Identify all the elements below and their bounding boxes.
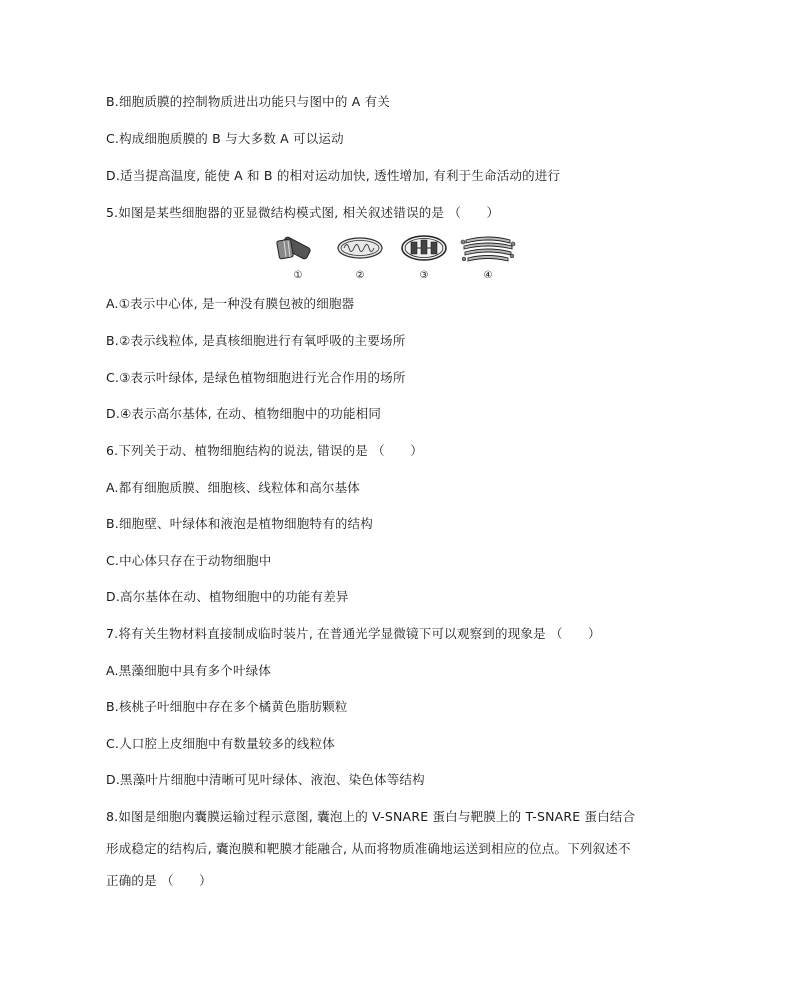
q4-option-d: D.适当提高温度, 能使 A 和 B 的相对运动加快, 透性增加, 有利于生命活动的进行 (106, 168, 561, 183)
q5-option-d: D.④表示高尔基体, 在动、植物细胞中的功能相同 (106, 406, 382, 421)
q7-option-d: D.黑藻叶片细胞中清晰可见叶绿体、液泡、染色体等结构 (106, 772, 425, 787)
mitochondrion-figure (332, 232, 388, 288)
q6-option-c: C.中心体只存在于动物细胞中 (106, 553, 272, 568)
figure-label-4: ④ (483, 270, 493, 281)
figure-label-2: ② (355, 270, 365, 281)
figure-label-3: ③ (419, 270, 429, 281)
chloroplast-icon (396, 232, 452, 272)
q6-option-a: A.都有细胞质膜、细胞核、线粒体和高尔基体 (106, 480, 361, 495)
q7-option-c: C.人口腔上皮细胞中有数量较多的线粒体 (106, 736, 336, 751)
q8-stem-line-1: 8.如图是细胞内囊膜运输过程示意图, 囊泡上的 V-SNARE 蛋白与靶膜上的 T-SNARE 蛋白结合 (106, 809, 636, 824)
q7-option-a: A.黑藻细胞中具有多个叶绿体 (106, 663, 272, 678)
centrosome-icon (270, 232, 326, 272)
mitochondrion-icon (332, 232, 388, 272)
golgi-figure (460, 232, 516, 288)
q5-option-b: B.②表示线粒体, 是真核细胞进行有氧呼吸的主要场所 (106, 333, 406, 348)
q4-option-c: C.构成细胞质膜的 B 与大多数 A 可以运动 (106, 131, 344, 146)
chloroplast-figure (396, 232, 452, 288)
q5-stem: 5.如图是某些细胞器的亚显微结构模式图, 相关叙述错误的是 （ ） (106, 205, 500, 220)
golgi-apparatus-icon (460, 232, 516, 272)
q6-option-b: B.细胞壁、叶绿体和液泡是植物细胞特有的结构 (106, 516, 373, 531)
q5-option-c: C.③表示叶绿体, 是绿色植物细胞进行光合作用的场所 (106, 370, 406, 385)
q6-option-d: D.高尔基体在动、植物细胞中的功能有差异 (106, 589, 349, 604)
q5-option-a: A.①表示中心体, 是一种没有膜包被的细胞器 (106, 296, 355, 311)
organelle-figure (270, 232, 510, 288)
q4-option-b: B.细胞质膜的控制物质进出功能只与图中的 A 有关 (106, 94, 391, 109)
q7-stem: 7.将有关生物材料直接制成临时装片, 在普通光学显微镜下可以观察到的现象是 （ ） (106, 626, 601, 641)
q7-option-b: B.核桃子叶细胞中存在多个橘黄色脂肪颗粒 (106, 699, 348, 714)
q6-stem: 6.下列关于动、植物细胞结构的说法, 错误的是 （ ） (106, 443, 423, 458)
centrosome-figure (270, 232, 326, 288)
figure-label-1: ① (293, 270, 303, 281)
q8-stem-line-2: 形成稳定的结构后, 囊泡膜和靶膜才能融合, 从而将物质准确地运送到相应的位点。下列叙述不 (106, 841, 631, 856)
q8-stem-line-3: 正确的是 （ ） (106, 873, 212, 888)
